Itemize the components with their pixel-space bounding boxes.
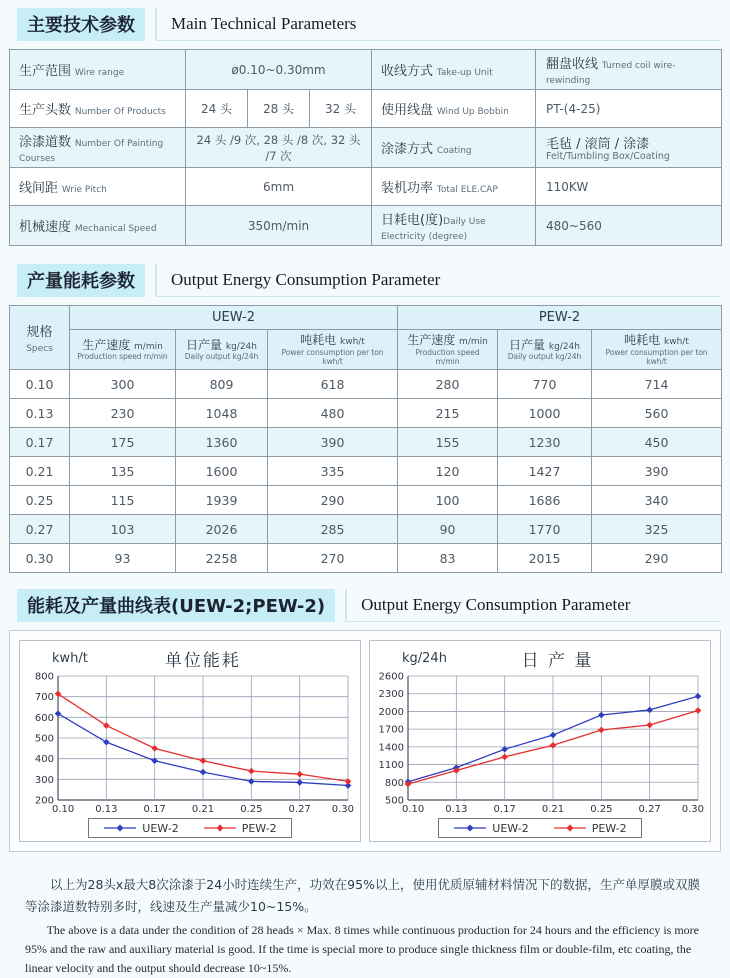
section-title-cn: 能耗及产量曲线表(UEW-2;PEW-2) (17, 589, 335, 622)
legend-marker-icon (103, 823, 137, 833)
value-cell: 1939 (176, 486, 268, 515)
section-header-main-parameters (17, 8, 721, 41)
section-title-en: Output Energy Consumption Parameter (361, 594, 631, 614)
svg-text:0.21: 0.21 (541, 804, 565, 816)
group-header-pew2: PEW-2 (398, 306, 722, 330)
chart-legend (438, 818, 641, 838)
param-value: 24 头 /9 次, 28 头 /8 次, 32 头 /7 次 (186, 128, 372, 168)
technical-parameters-table (9, 49, 722, 246)
svg-text:0.27: 0.27 (638, 804, 661, 816)
table-subheader-row (10, 330, 722, 370)
value-cell: 390 (592, 457, 722, 486)
subheader-power-consumption: 吨耗电 kwh/t Power consumption per ton kwh/t (592, 330, 722, 370)
section-title-divider (155, 8, 721, 41)
value-cell: 335 (268, 457, 398, 486)
chart-unit-label: kwh/t (52, 650, 88, 666)
svg-text:500: 500 (34, 733, 54, 745)
param-label: 日耗电(度)Daily Use Electricity (degree) (372, 206, 536, 246)
svg-text:200: 200 (34, 795, 54, 807)
legend-marker-icon (453, 823, 487, 833)
param-label: 使用线盘 Wind Up Bobbin (372, 90, 536, 128)
line-chart-unit-energy (22, 671, 358, 817)
legend-label: PEW-2 (241, 821, 277, 835)
footnote-english: The above is a data under the condition of 28 heads × Max. 8 times while continuous production for 24 hours and the efficiency is more 95% and the raw and auxiliary material is good. If the time is special more to produce single thickness film or double-film, etc coating, the linear velocity and the output should decrease 10~15%. (25, 922, 699, 976)
value-cell: 290 (592, 544, 722, 573)
section-title-en: Output Energy Consumption Parameter (171, 269, 441, 289)
legend-label: PEW-2 (591, 821, 627, 835)
svg-text:0.25: 0.25 (240, 804, 263, 816)
param-value: 毛毡 / 滚筒 / 涂漆 Felt/Tumbling Box/Coating (536, 128, 722, 168)
section-header-curves (17, 589, 721, 622)
value-cell: 340 (592, 486, 722, 515)
group-header-uew2: UEW-2 (70, 306, 398, 330)
table-row (10, 486, 722, 515)
value-cell: 480 (268, 399, 398, 428)
param-value: 24 头 (186, 90, 248, 128)
value-cell: 290 (268, 486, 398, 515)
charts-container (9, 630, 721, 852)
svg-text:2300: 2300 (378, 689, 404, 701)
svg-text:2600: 2600 (378, 671, 404, 683)
value-cell: 1360 (176, 428, 268, 457)
value-cell: 90 (398, 515, 498, 544)
footnote (9, 864, 721, 978)
param-value: 翻盘收线 Turned coil wire-rewinding (536, 50, 722, 90)
chart-legend-row (372, 818, 708, 838)
value-cell: 1427 (498, 457, 592, 486)
legend-entry (103, 822, 178, 835)
subheader-production-speed: 生产速度 m/min Production speed m/min (398, 330, 498, 370)
subheader-power-consumption: 吨耗电 kwh/t Power consumption per ton kwh/t (268, 330, 398, 370)
value-cell: 2015 (498, 544, 592, 573)
chart-unit-label: kg/24h (402, 650, 447, 666)
legend-entry (453, 822, 528, 835)
spec-cell: 0.21 (10, 457, 70, 486)
param-value: 32 头 (310, 90, 372, 128)
svg-text:800: 800 (384, 777, 404, 789)
svg-text:0.27: 0.27 (288, 804, 311, 816)
value-cell: 120 (398, 457, 498, 486)
value-cell: 135 (70, 457, 176, 486)
svg-text:0.21: 0.21 (191, 804, 215, 816)
table-row (10, 168, 722, 206)
svg-text:400: 400 (34, 754, 54, 766)
param-label: 涂漆道数 Number Of Painting Courses (10, 128, 186, 168)
section-title-divider (155, 264, 721, 297)
value-cell: 1770 (498, 515, 592, 544)
param-label: 涂漆方式 Coating (372, 128, 536, 168)
value-cell: 175 (70, 428, 176, 457)
svg-text:500: 500 (384, 795, 404, 807)
legend-marker-icon (553, 823, 587, 833)
param-value: 350m/min (186, 206, 372, 246)
legend-entry (203, 822, 277, 835)
param-label: 线间距 Wrie Pitch (10, 168, 186, 206)
output-energy-table (9, 305, 722, 573)
subheader-daily-output: 日产量 kg/24h Daily output kg/24h (176, 330, 268, 370)
param-value: 28 头 (248, 90, 310, 128)
svg-text:1400: 1400 (378, 742, 404, 754)
value-cell: 115 (70, 486, 176, 515)
value-cell: 285 (268, 515, 398, 544)
table-row (10, 457, 722, 486)
value-cell: 809 (176, 370, 268, 399)
spec-header: 规格 Specs (10, 306, 70, 370)
value-cell: 230 (70, 399, 176, 428)
chart-panel-daily-output (369, 640, 711, 842)
line-chart-daily-output (372, 671, 708, 817)
value-cell: 560 (592, 399, 722, 428)
svg-text:0.10: 0.10 (52, 804, 75, 816)
section-header-output-energy (17, 264, 721, 297)
subheader-production-speed: 生产速度 m/min Production speed m/min (70, 330, 176, 370)
subheader-daily-output: 日产量 kg/24h Daily output kg/24h (498, 330, 592, 370)
value-cell: 1230 (498, 428, 592, 457)
value-cell: 325 (592, 515, 722, 544)
value-cell: 100 (398, 486, 498, 515)
param-label: 装机功率 Total ELE.CAP (372, 168, 536, 206)
section-title-cn: 产量能耗参数 (17, 264, 145, 297)
svg-text:1700: 1700 (378, 724, 404, 736)
value-cell: 300 (70, 370, 176, 399)
spec-cell: 0.25 (10, 486, 70, 515)
chart-legend-row (22, 818, 358, 838)
svg-text:0.17: 0.17 (493, 804, 516, 816)
spec-cell: 0.17 (10, 428, 70, 457)
table-row (10, 544, 722, 573)
output-table-body (10, 370, 722, 573)
svg-text:0.30: 0.30 (331, 804, 354, 816)
spec-cell: 0.30 (10, 544, 70, 573)
svg-text:700: 700 (34, 692, 54, 704)
table-row (10, 399, 722, 428)
table-row (10, 50, 722, 90)
value-cell: 2258 (176, 544, 268, 573)
value-cell: 1048 (176, 399, 268, 428)
param-label: 机械速度 Mechanical Speed (10, 206, 186, 246)
svg-text:0.30: 0.30 (681, 804, 704, 816)
table-row (10, 515, 722, 544)
param-label: 收线方式 Take-up Unit (372, 50, 536, 90)
legend-marker-icon (203, 823, 237, 833)
chart-header (372, 645, 708, 671)
table-row (10, 370, 722, 399)
section-title-en: Main Technical Parameters (171, 13, 357, 33)
value-cell: 618 (268, 370, 398, 399)
value-cell: 770 (498, 370, 592, 399)
value-cell: 270 (268, 544, 398, 573)
param-value: 110KW (536, 168, 722, 206)
svg-text:0.13: 0.13 (95, 804, 118, 816)
table-group-header-row (10, 306, 722, 330)
section-title-cn: 主要技术参数 (17, 8, 145, 41)
svg-text:0.17: 0.17 (143, 804, 166, 816)
value-cell: 155 (398, 428, 498, 457)
chart-legend (88, 818, 291, 838)
legend-label: UEW-2 (142, 821, 179, 835)
chart-header (22, 645, 358, 671)
table-row (10, 90, 722, 128)
value-cell: 1686 (498, 486, 592, 515)
section-title-divider (345, 589, 721, 622)
svg-text:0.13: 0.13 (445, 804, 468, 816)
spec-cell: 0.27 (10, 515, 70, 544)
value-cell: 93 (70, 544, 176, 573)
value-cell: 83 (398, 544, 498, 573)
table-row (10, 206, 722, 246)
value-cell: 714 (592, 370, 722, 399)
table-row (10, 128, 722, 168)
svg-text:0.25: 0.25 (590, 804, 613, 816)
spec-cell: 0.13 (10, 399, 70, 428)
svg-text:1100: 1100 (378, 760, 404, 772)
chart-panel-unit-energy (19, 640, 361, 842)
value-cell: 1600 (176, 457, 268, 486)
value-cell: 2026 (176, 515, 268, 544)
svg-text:0.10: 0.10 (402, 804, 425, 816)
spec-cell: 0.10 (10, 370, 70, 399)
param-label: 生产头数 Number Of Products (10, 90, 186, 128)
param-label: 生产范围 Wire range (10, 50, 186, 90)
table-row (10, 428, 722, 457)
chart-title: 日 产 量 (521, 650, 594, 671)
footnote-chinese: 以上为28头x最大8次涂漆于24小时连续生产，功效在95%以上，使用优质原辅材料情况下的数据，生产单厚膜或双膜等涂漆道数特别多时，线速及生产量减少10~15%。 (25, 877, 700, 914)
svg-text:600: 600 (34, 712, 54, 724)
legend-entry (553, 822, 627, 835)
value-cell: 450 (592, 428, 722, 457)
svg-text:800: 800 (34, 671, 54, 683)
value-cell: 1000 (498, 399, 592, 428)
param-value: 6mm (186, 168, 372, 206)
value-cell: 103 (70, 515, 176, 544)
value-cell: 215 (398, 399, 498, 428)
param-value: ø0.10~0.30mm (186, 50, 372, 90)
svg-text:300: 300 (34, 774, 54, 786)
param-value: 480~560 (536, 206, 722, 246)
svg-text:2000: 2000 (378, 706, 404, 718)
chart-title: 单位能耗 (164, 650, 241, 671)
value-cell: 390 (268, 428, 398, 457)
value-cell: 280 (398, 370, 498, 399)
param-value: PT-(4-25) (536, 90, 722, 128)
legend-label: UEW-2 (492, 821, 529, 835)
